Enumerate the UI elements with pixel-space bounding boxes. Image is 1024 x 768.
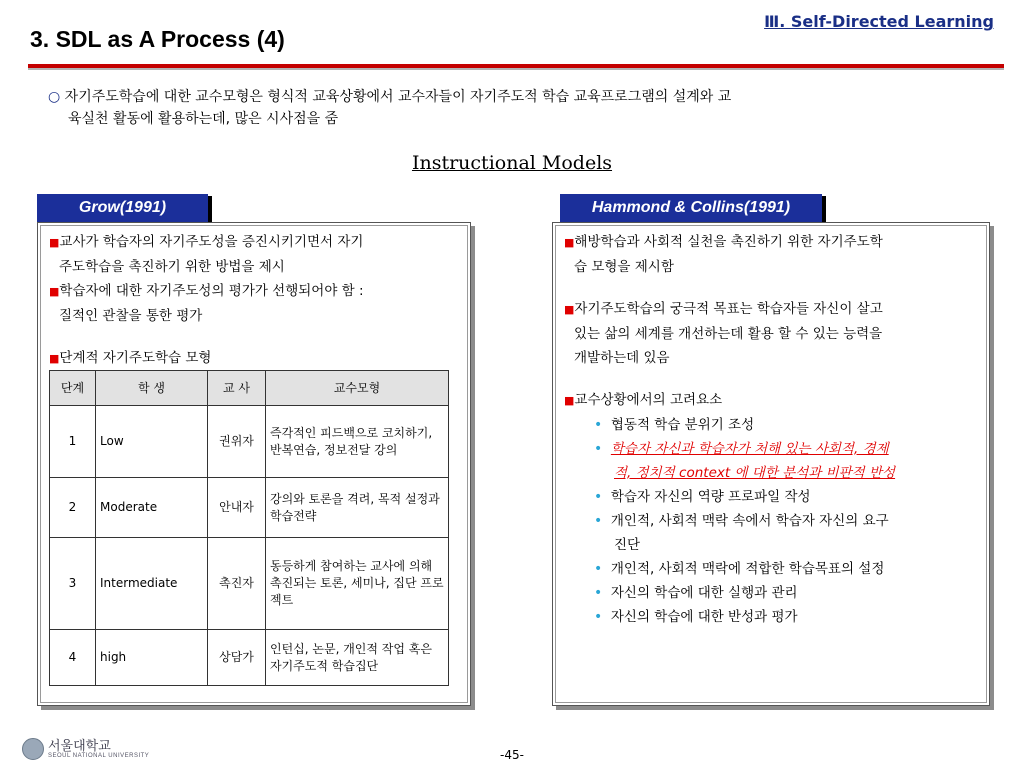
square-bullet-icon: ■ xyxy=(49,236,60,249)
dot-bullet-icon: • xyxy=(594,609,603,625)
list-item: • 학습자 자신의 역량 프로파일 작성 xyxy=(594,489,811,505)
stage-cell: 4 xyxy=(50,630,96,686)
table-row xyxy=(50,406,449,478)
model-cell: 즉각적인 피드백으로 코치하기, 반복연습, 정보전달 강의 xyxy=(266,406,449,478)
square-bullet-icon: ■ xyxy=(564,236,575,249)
dot-bullet-icon: • xyxy=(594,489,603,505)
teacher-cell: 상담가 xyxy=(208,630,266,686)
intro-paragraph xyxy=(48,86,978,130)
highlighted-text: 적, 정치적 context 에 대한 분석과 비판적 반성 xyxy=(614,465,896,481)
model-cell: 인턴십, 논문, 개인적 작업 혹은 자기주도적 학습집단 xyxy=(266,630,449,686)
header-divider-gray xyxy=(28,68,1004,70)
right-bullet-3: 교수상황에서의 고려요소 xyxy=(574,392,723,408)
right-bullet-1-line-2: 습 모형을 제시함 xyxy=(574,259,674,275)
dot-bullet-icon: • xyxy=(594,513,603,529)
dot-bullet-icon: • xyxy=(594,585,603,601)
left-bullet-2-line-2: 질적인 관찰을 통한 평가 xyxy=(59,308,203,324)
right-bullet-2-line-3: 개발하는데 있음 xyxy=(574,350,670,366)
stage-model-table xyxy=(49,370,449,686)
teacher-cell: 안내자 xyxy=(208,478,266,538)
square-bullet-icon: ■ xyxy=(49,285,60,298)
left-bullets xyxy=(49,230,469,371)
right-bullets xyxy=(564,230,984,629)
models-heading: Instructional Models xyxy=(411,152,613,174)
stage-cell: 2 xyxy=(50,478,96,538)
right-bullet-2-line-2: 있는 삶의 세계를 개선하는데 활용 할 수 있는 능력을 xyxy=(574,326,883,342)
page-title: 3. SDL as A Process (4) xyxy=(30,26,285,52)
square-bullet-icon: ■ xyxy=(564,394,575,407)
dot-bullet-icon: • xyxy=(594,561,603,577)
logo-english: SEOUL NATIONAL UNIVERSITY xyxy=(48,752,150,759)
logo-korean: 서울대학교 xyxy=(48,738,111,754)
sub-list xyxy=(564,413,984,629)
table-row xyxy=(50,630,449,686)
highlighted-text: 학습자 자신과 학습자가 처해 있는 사회적, 경제 xyxy=(610,441,889,457)
circle-bullet-icon: ○ xyxy=(48,89,61,105)
left-bullet-2-line-1: 학습자에 대한 자기주도성의 평가가 선행되어야 함 : xyxy=(59,283,364,299)
list-item: • 개인적, 사회적 맥락에 적합한 학습목표의 설정 xyxy=(594,561,885,577)
square-bullet-icon: ■ xyxy=(49,352,60,365)
stage-cell: 3 xyxy=(50,538,96,630)
student-cell: high xyxy=(96,630,208,686)
dot-bullet-icon: • xyxy=(594,417,603,433)
column-header: 단계 xyxy=(50,371,96,406)
table-row xyxy=(50,478,449,538)
section-label: Ⅲ. Self-Directed Learning xyxy=(764,12,994,31)
table-header-row xyxy=(50,371,449,406)
list-item-continuation xyxy=(594,461,984,485)
page-number: -45- xyxy=(500,748,524,762)
list-item: • 자신의 학습에 대한 실행과 관리 xyxy=(594,585,798,601)
student-cell: Intermediate xyxy=(96,538,208,630)
intro-line-1: 자기주도학습에 대한 교수모형은 형식적 교육상황에서 교수자들이 자기주도적 학습 교육프로그램의 설계와 교 xyxy=(64,89,732,105)
student-cell: Low xyxy=(96,406,208,478)
column-header: 교 사 xyxy=(208,371,266,406)
right-bullet-1-line-1: 해방학습과 사회적 실천을 촉진하기 위한 자기주도학 xyxy=(574,234,883,250)
teacher-cell: 촉진자 xyxy=(208,538,266,630)
list-item-continuation: 진단 xyxy=(614,537,641,553)
stage-cell: 1 xyxy=(50,406,96,478)
left-bullet-1-line-2: 주도학습을 촉진하기 위한 방법을 제시 xyxy=(59,259,285,275)
tab-hammond-collins: Hammond & Collins(1991) xyxy=(560,194,822,222)
column-header: 교수모형 xyxy=(266,371,449,406)
right-bullet-2-line-1: 자기주도학습의 궁극적 목표는 학습자들 자신이 살고 xyxy=(574,301,883,317)
model-cell: 동등하게 참여하는 교사에 의해 촉진되는 토론, 세미나, 집단 프로젝트 xyxy=(266,538,449,630)
left-bullet-3: 단계적 자기주도학습 모형 xyxy=(59,350,212,366)
tab-grow: Grow(1991) xyxy=(37,194,208,222)
square-bullet-icon: ■ xyxy=(564,303,575,316)
list-item xyxy=(594,437,984,461)
left-bullet-1-line-1: 교사가 학습자의 자기주도성을 증진시키기면서 자기 xyxy=(59,234,364,250)
list-item: • 협동적 학습 분위기 조성 xyxy=(594,417,755,433)
model-cell: 강의와 토론을 격려, 목적 설정과 학습전략 xyxy=(266,478,449,538)
dot-bullet-icon: • xyxy=(594,441,603,457)
teacher-cell: 권위자 xyxy=(208,406,266,478)
student-cell: Moderate xyxy=(96,478,208,538)
table-row xyxy=(50,538,449,630)
list-item: • 자신의 학습에 대한 반성과 평가 xyxy=(594,609,798,625)
list-item: • 개인적, 사회적 맥락 속에서 학습자 자신의 요구 xyxy=(594,513,889,529)
intro-line-2: 육실천 활동에 활용하는데, 많은 시사점을 줌 xyxy=(68,111,339,127)
column-header: 학 생 xyxy=(96,371,208,406)
